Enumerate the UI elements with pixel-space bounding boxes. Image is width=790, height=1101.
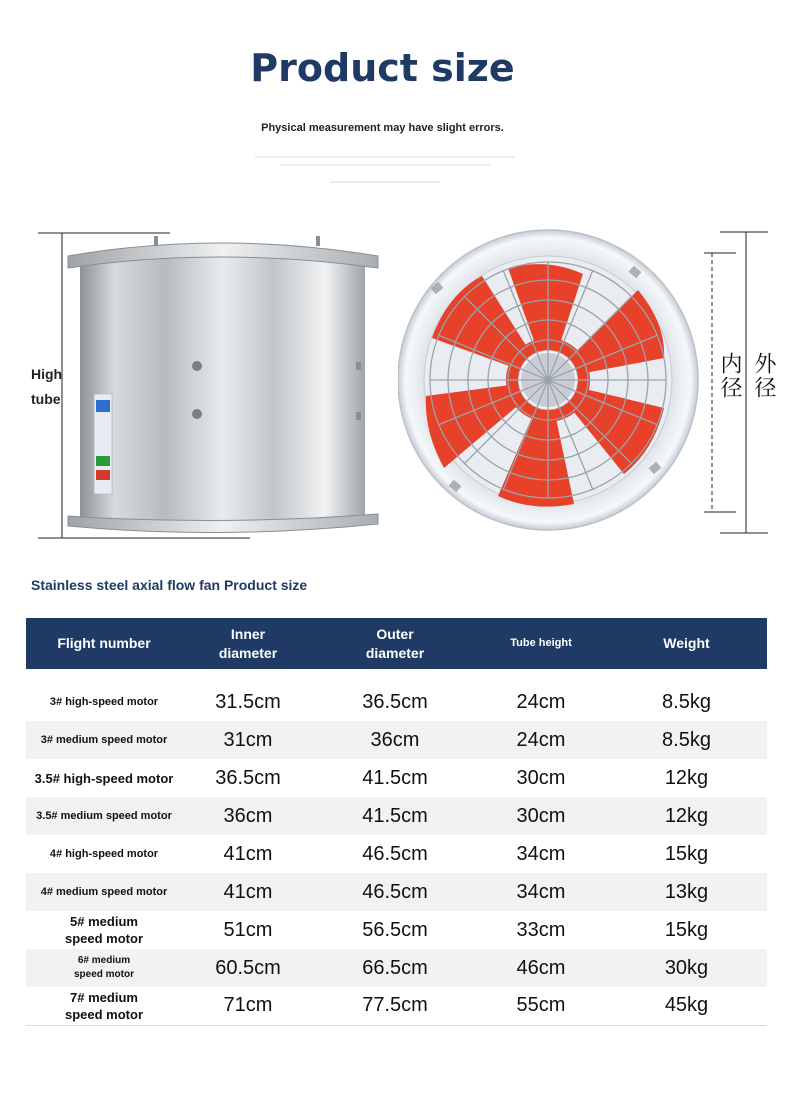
cell-outer-diameter: 77.5cm [314, 987, 476, 1025]
divider [255, 156, 515, 158]
table-row [26, 835, 767, 873]
cell-outer-diameter: 41.5cm [362, 766, 428, 789]
cell-inner-diameter: 41cm [223, 842, 273, 865]
tube-height-label: tube [31, 391, 61, 407]
table-header-row [26, 618, 767, 669]
inner-diameter-label: 内径 [717, 352, 742, 400]
cell-inner-diameter: 31.5cm [215, 690, 281, 713]
cell-inner-diameter: 31cm [223, 728, 273, 751]
column-header-weight: Weight [663, 635, 710, 651]
cell-outer-diameter: 46.5cm [362, 842, 428, 865]
outer-diameter-label: 外径 [751, 352, 776, 400]
cell-outer-diameter: 36cm [370, 728, 420, 751]
cell-inner-diameter: 36.5cm [215, 766, 281, 789]
cell-weight: 12kg [664, 766, 709, 789]
cell-inner-diameter: 60.5cm [215, 956, 281, 979]
cell-inner-diameter: 41cm [223, 880, 273, 903]
cell-outer-diameter: 41.5cm [362, 804, 428, 827]
cell-weight: 15kg [664, 918, 709, 941]
cell-model: 3# medium speed motor [40, 733, 168, 746]
cell-tube-height: 46cm [516, 956, 566, 979]
cell-outer-diameter: 66.5cm [362, 956, 428, 979]
divider [330, 181, 440, 183]
table-row [26, 797, 767, 835]
fan-tube-side-image [60, 226, 390, 542]
cell-outer-diameter: 46.5cm [362, 880, 428, 903]
cell-tube-height: 34cm [516, 880, 566, 903]
section-title: Stainless steel axial flow fan Product size [31, 577, 308, 593]
cell-tube-height: 24cm [516, 728, 566, 751]
cell-tube-height: 24cm [516, 690, 566, 713]
cell-weight: 8.5kg [662, 728, 711, 751]
cell-weight: 45kg [606, 987, 767, 1025]
product-size-table [26, 618, 767, 1026]
column-header-inner-diameter: Inner diameter [218, 625, 278, 661]
page-title: Product size [250, 46, 515, 90]
table-row [26, 873, 767, 911]
fan-front-image [398, 228, 728, 536]
column-header-outer-diameter: Outer diameter [365, 625, 425, 661]
cell-model: 4# medium speed motor [40, 885, 168, 898]
cell-model: 6# medium speed motor [73, 955, 134, 980]
cell-tube-height: 33cm [516, 918, 566, 941]
cell-outer-diameter: 56.5cm [362, 918, 428, 941]
cell-inner-diameter: 36cm [223, 804, 273, 827]
cell-weight: 12kg [664, 804, 709, 827]
cell-weight: 15kg [664, 842, 709, 865]
table-row [26, 721, 767, 759]
table-row [26, 911, 767, 949]
table-row [26, 759, 767, 797]
tube-height-label: High [31, 366, 63, 382]
cell-weight: 8.5kg [662, 690, 711, 713]
cell-outer-diameter: 36.5cm [362, 690, 428, 713]
cell-weight: 13kg [664, 880, 709, 903]
cell-model: 3.5# high-speed motor [34, 770, 174, 786]
cell-model: 3# high-speed motor [49, 695, 159, 708]
spacer-row [26, 669, 767, 683]
cell-model: 3.5# medium speed motor [36, 809, 172, 822]
cell-tube-height: 55cm [476, 987, 606, 1025]
cell-tube-height: 34cm [516, 842, 566, 865]
cell-inner-diameter: 51cm [223, 918, 273, 941]
cell-tube-height: 30cm [516, 766, 566, 789]
table-row [26, 949, 767, 987]
cell-model: 4# high-speed motor [49, 847, 159, 860]
cell-model: 7# medium speed motor [26, 987, 182, 1025]
cell-inner-diameter: 71cm [182, 987, 314, 1025]
cell-tube-height: 30cm [516, 804, 566, 827]
column-header-tube-height: Tube height [510, 637, 572, 649]
cell-model: 5# medium speed motor [64, 914, 143, 946]
cell-weight: 30kg [664, 956, 709, 979]
divider [280, 164, 490, 166]
table-row [26, 987, 767, 1025]
column-header-flight-number: Flight number [57, 635, 151, 651]
page-subtitle: Physical measurement may have slight errors. [261, 122, 504, 134]
table-row [26, 683, 767, 721]
